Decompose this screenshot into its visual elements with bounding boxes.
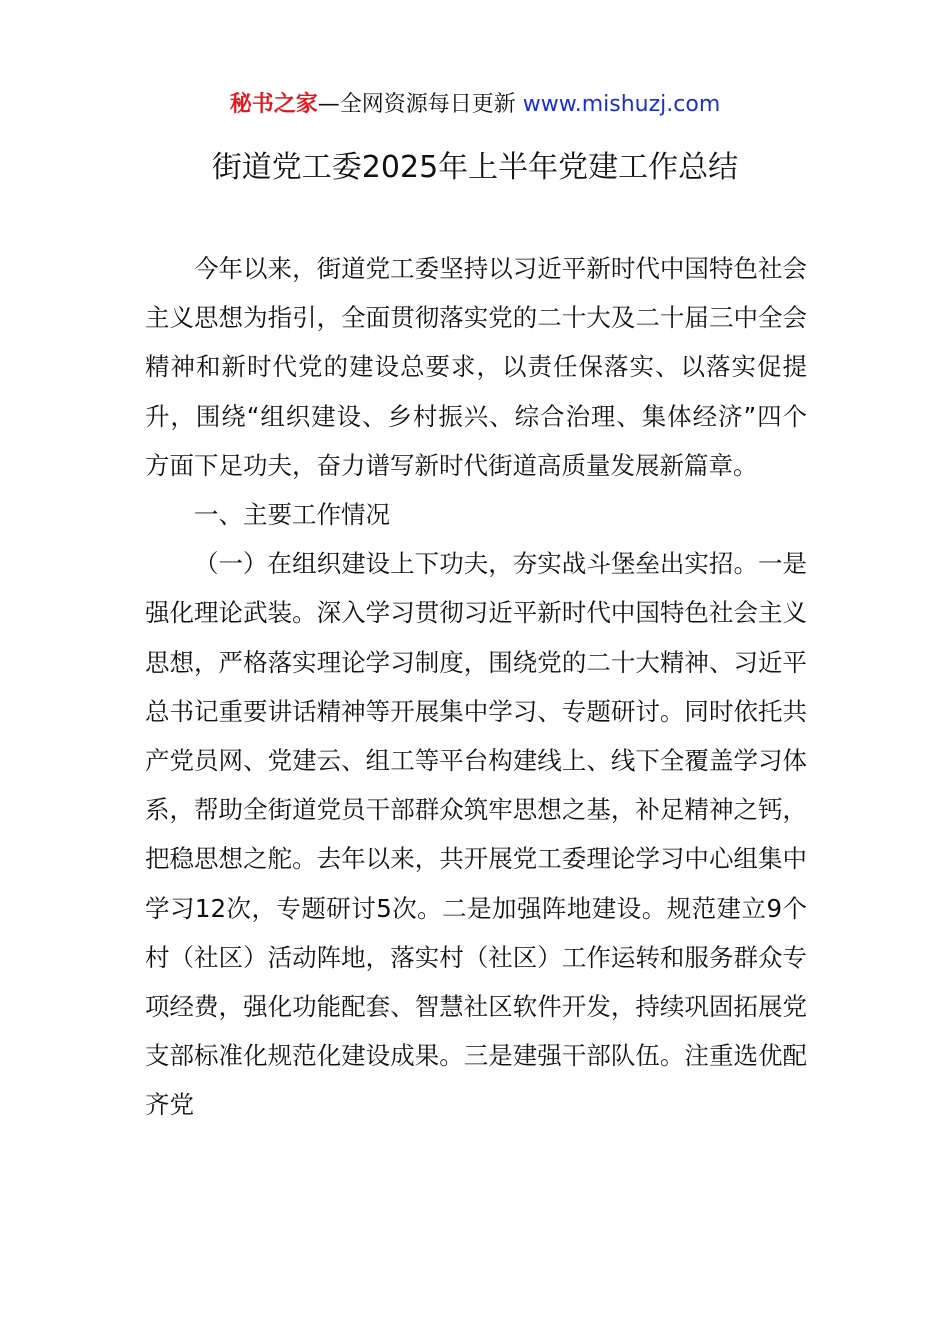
site-header [0, 88, 950, 122]
document-title: 街道党工委2025年上半年党建工作总结 [211, 150, 739, 185]
site-tagline: —全网资源每日更新 [317, 92, 523, 117]
section-paragraph: （一）在组织建设上下功夫，夯实战斗堡垒出实招。一是强化理论武装。深入学习贯彻习近平新时代中国特色社会主义思想，严格落实理论学习制度，围绕党的二十大精神、习近平总书记重要讲话精神等开展集中学习、专题研讨。同时依托共产党员网、党建云、组工等平台构建线上、线下全覆盖学习体系，帮助全街道党员干部群众筑牢思想之基，补足精神之钙，把稳思想之舵。去年以来，共开展党工委理论学习中心组集中学习12次，专题研讨5次。二是加强阵地建设。规范建立9个村（社区）活动阵地，落实村（社区）工作运转和服务群众专项经费，强化功能配套、智慧社区软件开发，持续巩固拓展党支部标准化规范化建设成果。三是建强干部队伍。注重选优配齐党 [145, 549, 807, 1120]
site-url[interactable]: www.mishuzj.com [522, 92, 721, 117]
section-heading: 一、主要工作情况 [194, 500, 390, 530]
document-body [145, 244, 807, 1130]
intro-paragraph: 今年以来，街道党工委坚持以习近平新时代中国特色社会主义思想为指引，全面贯彻落实党的二十大及二十届三中全会精神和新时代党的建设总要求，以责任保落实、以落实促提升，围绕“组织建设、乡村振兴、综合治理、集体经济”四个方面下足功夫，奋力谱写新时代街道高质量发展新篇章。 [145, 254, 807, 480]
site-brand: 秘书之家 [229, 92, 318, 117]
